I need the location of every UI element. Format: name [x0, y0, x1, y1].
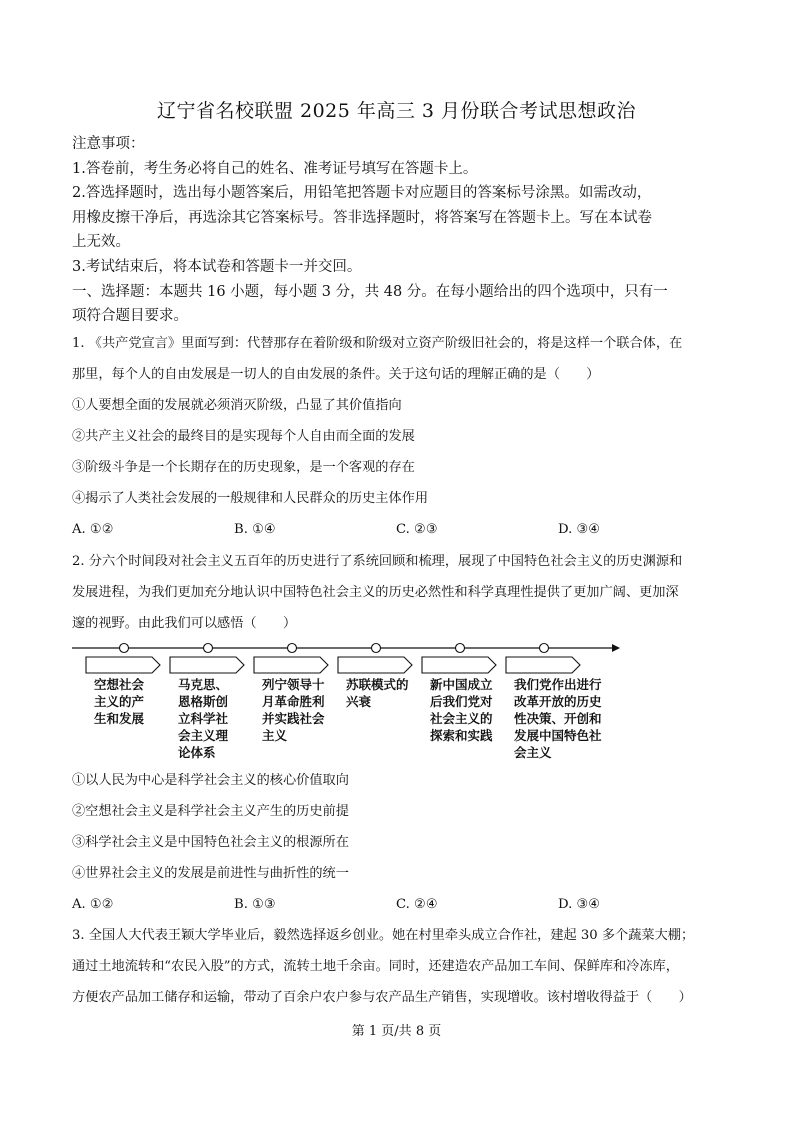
answer-options — [72, 514, 722, 545]
timeline-label-line: 会主义 — [514, 745, 552, 760]
timeline-label-line: 发展中国特色社 — [514, 728, 602, 743]
statement-item: ①人要想全面的发展就必须消灭阶级，凸显了其价值指向 — [72, 398, 402, 413]
timeline-node-icon — [540, 644, 549, 653]
timeline-stage-label — [178, 676, 228, 761]
timeline-label-line: 并实践社会 — [262, 711, 325, 726]
page-title: 辽宁省名校联盟 2025 年高三 3 月份联合考试思想政治 — [156, 100, 637, 122]
note-line: 1.答卷前，考生务必将自己的姓名、准考证号填写在答题卡上。 — [72, 160, 478, 177]
note-line: 2.答选择题时，选出每小题答案后，用铅笔把答题卡对应题目的答案标号涂黑。如需改动， — [72, 185, 652, 202]
option-a: A. ①② — [72, 897, 114, 912]
timeline-arrows — [72, 638, 632, 678]
timeline-node-icon — [372, 644, 381, 653]
timeline-node-icon — [288, 644, 297, 653]
timeline-stage-label — [346, 676, 409, 710]
timeline-node-icon — [456, 644, 465, 653]
timeline-label-line: 空想社会 — [94, 677, 145, 692]
question-stem: 1. 《共产党宣言》里面写到：代替那存在着阶级和阶级对立资产阶级旧社会的，将是这样一个联合体，在 — [72, 336, 683, 351]
timeline-node-icon — [120, 644, 129, 653]
timeline-label-line: 月革命胜利 — [262, 694, 325, 709]
timeline-label-line: 马克思、 — [178, 677, 229, 692]
timeline-arrowhead-icon — [612, 644, 620, 652]
timeline-label-line: 列宁领导十 — [262, 677, 325, 692]
question-stem: 邃的视野。由此我们可以感悟（ ） — [72, 616, 297, 631]
timeline-label-line: 苏联模式的 — [346, 677, 409, 692]
question-stem: 那里，每个人的自由发展是一切人的自由发展的条件。关于这句话的理解正确的是（ ） — [72, 367, 600, 382]
history-timeline — [72, 638, 632, 768]
option-d: D. ③④ — [558, 897, 601, 912]
question-stem: 2. 分六个时间段对社会主义五百年的历史进行了系统回顾和梳理，展现了中国特色社会主义的历史渊源和 — [72, 554, 683, 569]
timeline-label-line: 恩格斯创 — [178, 694, 229, 709]
question-1 — [72, 328, 722, 545]
page-number: 第 1 页/共 8 页 — [351, 1024, 442, 1039]
timeline-label-line: 会主义理 — [178, 728, 229, 743]
timeline-stage-label — [94, 676, 144, 727]
timeline-stage-arrow — [254, 657, 328, 673]
question-stem: 3. 全国人大代表王颖大学毕业后，毅然选择返乡创业。她在村里牵头成立合作社，建起 30 多个蔬菜大棚； — [72, 928, 695, 943]
timeline-stage-arrow — [506, 657, 580, 673]
timeline-label-line: 新中国成立 — [430, 677, 493, 692]
timeline-stage-arrow — [86, 657, 160, 673]
option-d: D. ③④ — [558, 522, 601, 537]
timeline-label-line: 我们党作出进行 — [514, 677, 602, 692]
option-b: B. ①④ — [234, 522, 276, 537]
timeline-label-line: 生和发展 — [94, 711, 145, 726]
timeline-stage-arrow — [422, 657, 496, 673]
note-line: 注意事项： — [72, 136, 145, 152]
statement-item: ①以人民为中心是科学社会主义的核心价值取向 — [72, 773, 349, 788]
option-c: C. ②③ — [396, 522, 438, 537]
timeline-label-line: 兴衰 — [346, 694, 372, 709]
timeline-label-line: 立科学社 — [178, 711, 229, 726]
timeline-stage-label — [430, 676, 493, 744]
answer-options — [72, 889, 722, 920]
timeline-label-line: 性决策、开创和 — [514, 711, 602, 726]
timeline-label-line: 探索和实践 — [430, 728, 493, 743]
timeline-stage-label — [262, 676, 325, 744]
option-a: A. ①② — [72, 522, 114, 537]
question-3 — [72, 920, 722, 1013]
question-2 — [72, 546, 722, 639]
option-c: C. ②④ — [396, 897, 438, 912]
timeline-label-line: 主义的产 — [94, 694, 145, 709]
statement-item: ④世界社会主义的发展是前进性与曲折性的统一 — [72, 866, 349, 881]
note-line: 上无效。 — [72, 234, 130, 251]
instructions — [72, 132, 722, 329]
question-stem: 发展进程，为我们更加充分地认识中国特色社会主义的历史必然性和科学真理性提供了更加广阔、更加深 — [72, 585, 679, 600]
option-b: B. ①③ — [234, 897, 276, 912]
timeline-node-icon — [204, 644, 213, 653]
timeline-stage-arrow — [170, 657, 244, 673]
note-line: 用橡皮擦干净后，再选涂其它答案标号。答非选择题时，将答案写在答题卡上。写在本试卷 — [72, 209, 652, 226]
note-line: 项符合题目要求。 — [72, 308, 188, 325]
question-stem: 方便农产品加工储存和运输，带动了百余户农户参与农产品生产销售，实现增收。该村增收得益于（ ） — [72, 990, 692, 1005]
note-line: 一、选择题：本题共 16 小题，每小题 3 分，共 48 分。在每小题给出的四个选项中，只有一 — [72, 283, 668, 300]
timeline-label-line: 改革开放的历史 — [514, 694, 602, 709]
statement-item: ③科学社会主义是中国特色社会主义的根源所在 — [72, 835, 349, 850]
statement-item: ②共产主义社会的最终目的是实现每个人自由而全面的发展 — [72, 429, 415, 444]
statement-item: ③阶级斗争是一个长期存在的历史现象，是一个客观的存在 — [72, 460, 415, 475]
question-2-items — [72, 765, 722, 920]
note-line: 3.考试结束后，将本试卷和答题卡一并交回。 — [72, 258, 362, 275]
statement-item: ②空想社会主义是科学社会主义产生的历史前提 — [72, 804, 349, 819]
timeline-stage-label — [514, 676, 602, 761]
timeline-label-line: 社会主义的 — [430, 711, 493, 726]
statement-item: ④揭示了人类社会发展的一般规律和人民群众的历史主体作用 — [72, 491, 429, 506]
timeline-label-line: 后我们党对 — [430, 694, 493, 709]
question-stem: 通过土地流转和“农民入股”的方式，流转土地千余亩。同时，还建造农产品加工车间、保鲜库和冷冻库， — [72, 959, 679, 974]
timeline-stage-arrow — [338, 657, 412, 673]
timeline-label-line: 论体系 — [178, 745, 216, 760]
timeline-label-line: 主义 — [262, 728, 288, 743]
